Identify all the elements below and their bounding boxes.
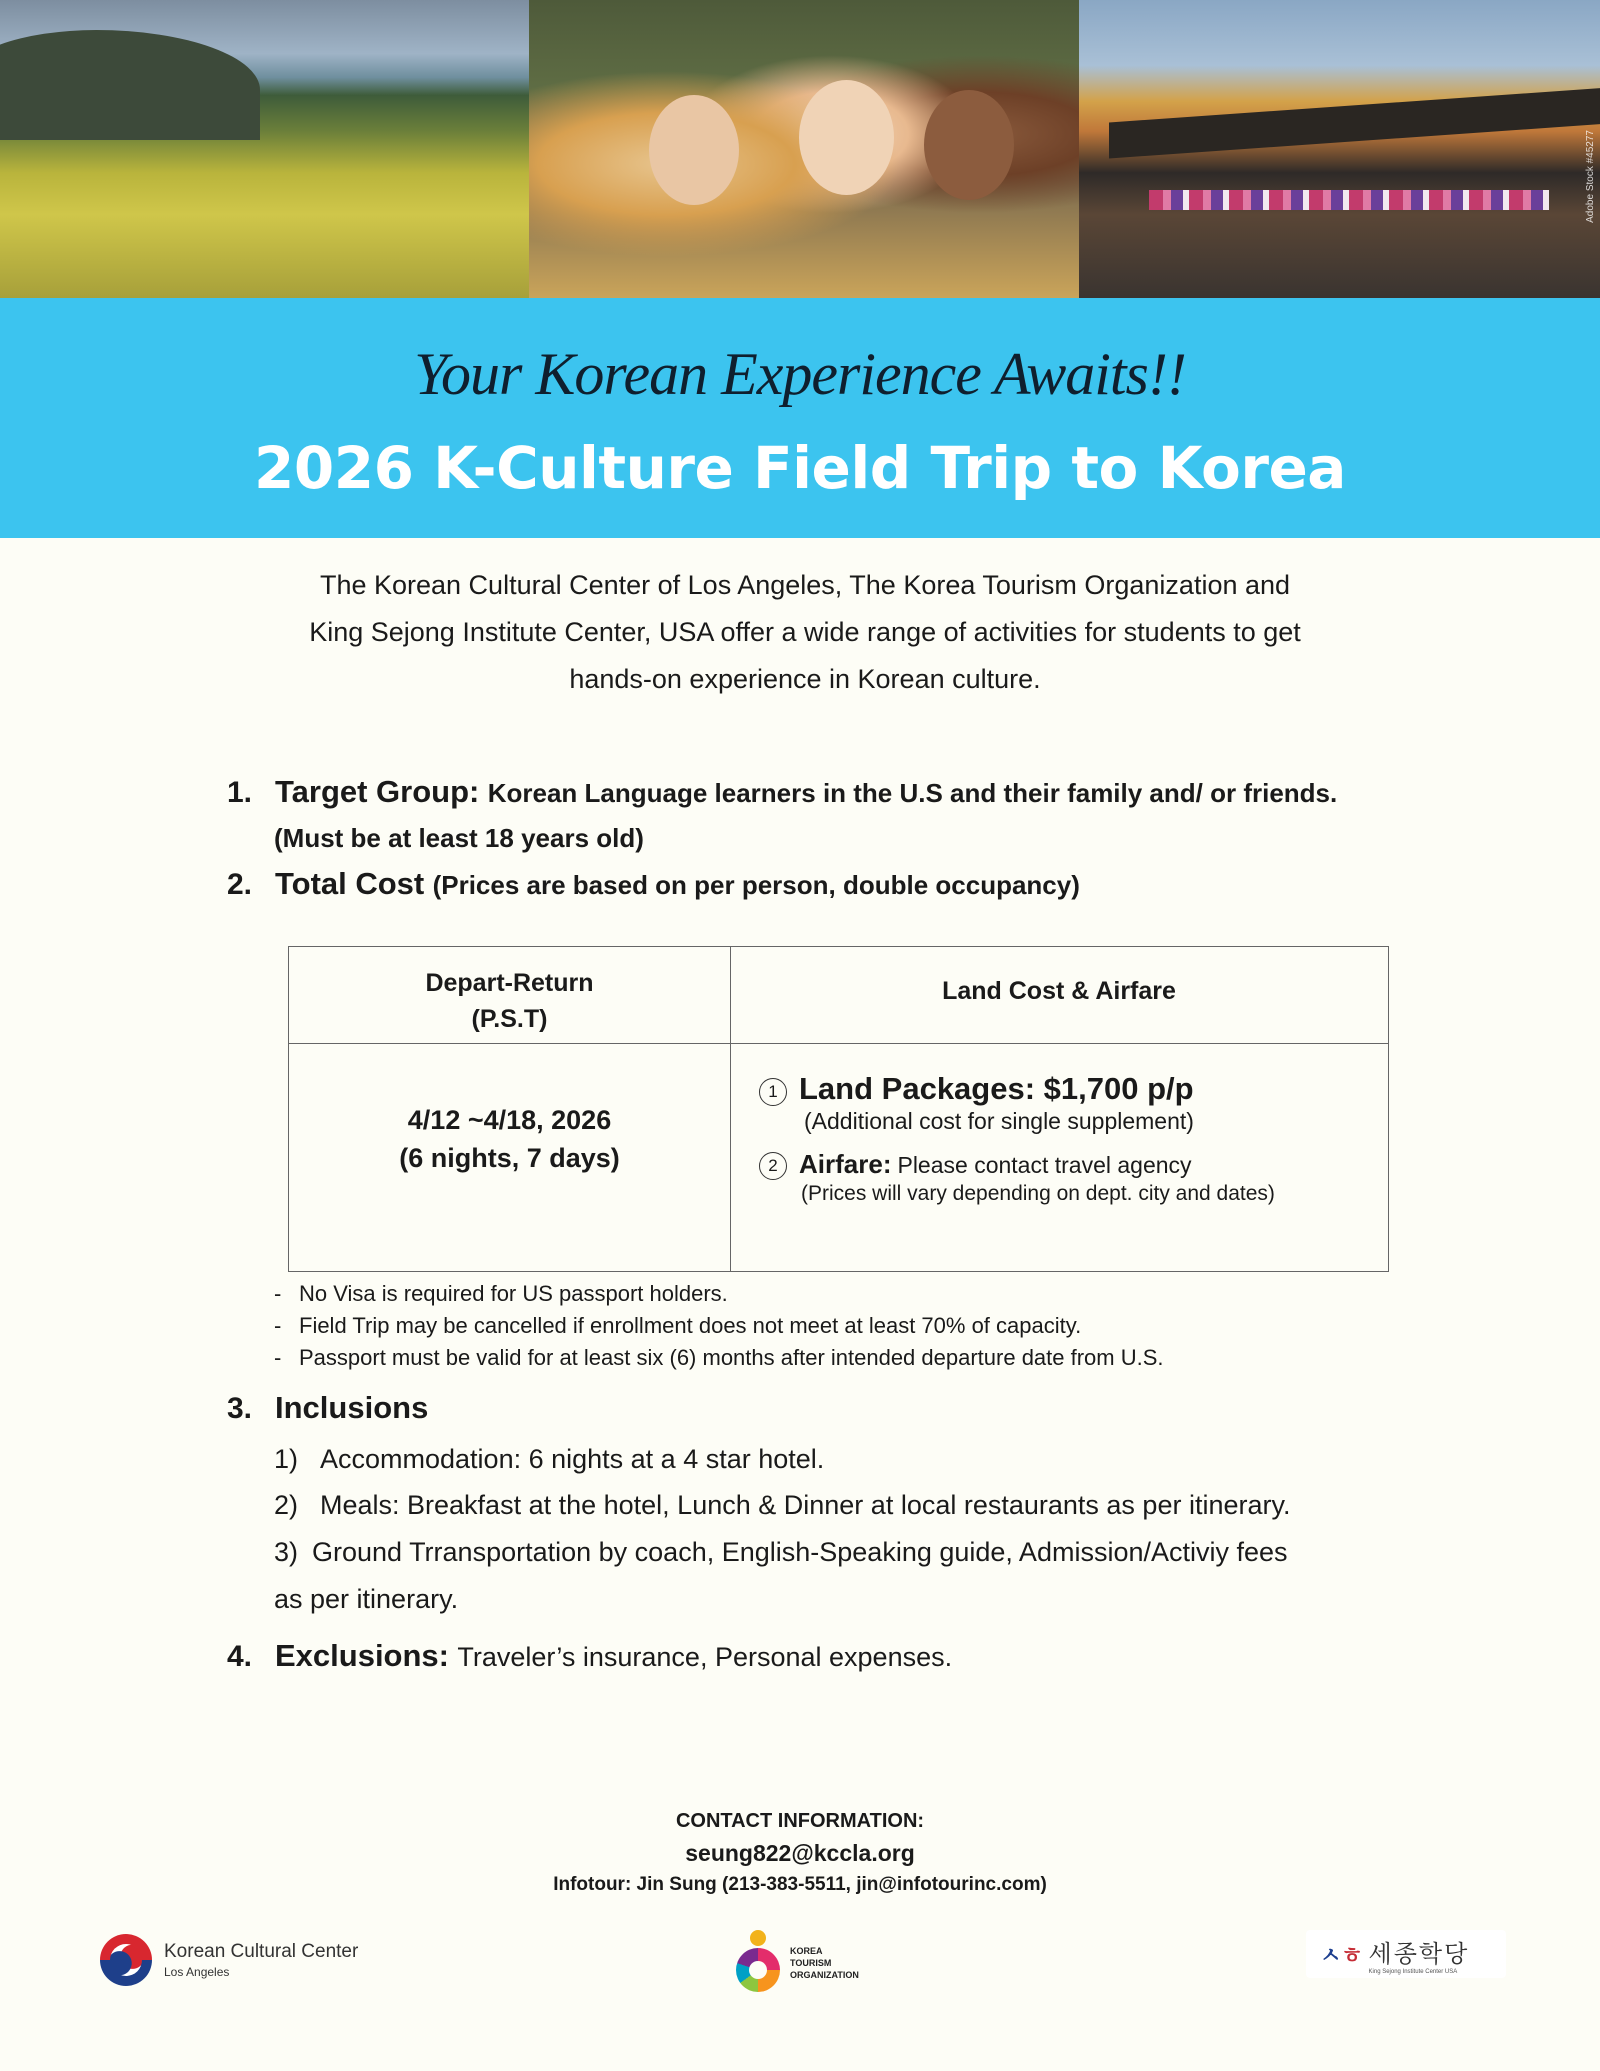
circled-number-icon: 2 [759,1152,787,1180]
note-item: - Field Trip may be cancelled if enrollment does not meet at least 70% of capacity. [274,1313,1082,1338]
section-target-group [227,774,1337,810]
section-inclusions [227,1390,428,1426]
inclusion-item [274,1444,824,1475]
kcc-name: Korean Cultural Center [164,1941,359,1962]
note-item: - Passport must be valid for at least six (6) months after intended departure date from U.S. [274,1345,1164,1370]
airfare-text: Please contact travel agency [897,1152,1192,1178]
inclusion-text: Ground Trransportation by coach, English-Speaking guide, Admission/Activiy fees [312,1537,1288,1567]
section-number: 1. [227,776,253,809]
tagline: Your Korean Experience Awaits!! [414,341,1186,407]
inclusion-continuation: as per itinerary. [274,1584,459,1614]
photo-korean-temple [1079,0,1600,298]
photo-hill [0,30,260,140]
photo-face-1 [649,95,739,205]
king-sejong-korean-name: 세종학당 [1368,1939,1470,1968]
section-heading: Exclusions: [275,1638,449,1673]
photo-jeju-field [0,0,529,298]
section-text: Korean Language learners in the U.S and their family and/ or friends. [487,778,1338,808]
section-exclusions [227,1638,952,1674]
trip-notes [274,1278,1164,1374]
section-heading: Total Cost [275,866,425,901]
cost-details [759,1071,1275,1206]
table-header-cost: Land Cost & Airfare [942,977,1176,1005]
kto-text-line: TOURISM [790,1958,832,1968]
note-text: No Visa is required for US passport holders. [299,1281,728,1306]
king-sejong-english-name: King Sejong Institute Center USA [1368,1968,1458,1975]
contact-info [0,1806,1600,1900]
note-item: - No Visa is required for US passport holders. [274,1281,728,1306]
duration-line: (6 nights, 7 days) [399,1143,620,1173]
intro-line: King Sejong Institute Center, USA offer a wide range of activities for students to get [309,617,1301,647]
inclusion-item [274,1537,1288,1568]
photo-friends-selfie [529,0,1079,298]
header-line: (P.S.T) [471,1005,548,1033]
kcc-location: Los Angeles [164,1965,230,1979]
land-package-row [759,1071,1275,1108]
header-line: Depart-Return [425,969,594,997]
note-text: Field Trip may be cancelled if enrollment does not meet at least 70% of capacity. [299,1313,1082,1338]
table-header-depart-return [289,965,730,1037]
airfare-label: Airfare: [799,1149,892,1179]
intro-line: hands-on experience in Korean culture. [569,664,1041,694]
intro-line: The Korean Cultural Center of Los Angeles, The Korea Tourism Organization and [319,570,1291,600]
section-text: (Prices are based on per person, double occupancy) [432,870,1080,900]
photo-credit: Adobe Stock #45277 [1585,130,1596,223]
section-heading: Inclusions [275,1390,429,1425]
intro-paragraph [240,562,1370,703]
section-total-cost [227,866,1080,902]
airfare-row [759,1149,1275,1182]
kto-emblem-icon [736,1930,784,1996]
king-sejong-logo-text [1369,1934,1470,1975]
kcc-emblem-icon [100,1934,152,1986]
kcc-logo [100,1934,358,1986]
contact-email-link[interactable]: seung822@kccla.org [685,1840,915,1866]
infotour-contact: Infotour: Jin Sung (213-383-5511, jin@infotourinc.com) [553,1874,1047,1895]
airfare-note: (Prices will vary depending on dept. city and dates) [801,1182,1275,1205]
photo-strip [0,0,1600,298]
cost-table [288,946,1389,1272]
inclusion-number: 3) [274,1537,299,1567]
table-row-divider [289,1043,1388,1044]
inclusion-number: 1) [274,1444,299,1474]
inclusion-number: 2) [274,1490,299,1520]
inclusion-text: Meals: Breakfast at the hotel, Lunch & Dinner at local restaurants as per itinerary. [320,1490,1291,1520]
photo-face-2 [799,80,894,195]
trip-dates [289,1101,730,1177]
section-number: 4. [227,1640,253,1673]
inclusion-item [274,1490,1290,1521]
photo-roof [1109,88,1600,159]
photo-lanterns [1149,190,1549,210]
kcc-logo-text [164,1941,358,1979]
page-title: 2026 K-Culture Field Trip to Korea [254,434,1346,502]
photo-face-3 [924,90,1014,200]
section-number: 2. [227,868,253,901]
contact-heading: CONTACT INFORMATION: [675,1810,925,1832]
land-package-note: (Additional cost for single supplement) [804,1108,1194,1134]
kto-text-line: ORGANIZATION [790,1970,859,1980]
circled-number-icon: 1 [759,1078,787,1106]
king-sejong-emblem-icon: ㅅㅎ [1320,1942,1363,1968]
section-number: 3. [227,1392,253,1425]
kto-logo [736,1930,859,1996]
section-text: Traveler’s insurance, Personal expenses. [457,1642,953,1672]
kto-text-line: KOREA [790,1946,823,1956]
land-package-label: Land Packages: $1,700 p/p [799,1071,1194,1106]
age-requirement: (Must be at least 18 years old) [274,823,644,853]
dates-line: 4/12 ~4/18, 2026 [407,1105,612,1135]
note-text: Passport must be valid for at least six (6) months after intended departure date from U.S. [299,1345,1164,1370]
inclusion-text: Accommodation: 6 nights at a 4 star hotel. [320,1444,825,1474]
king-sejong-logo [1306,1930,1506,1978]
title-banner [0,298,1600,538]
kto-logo-text [790,1945,859,1981]
section-heading: Target Group: [275,774,480,809]
